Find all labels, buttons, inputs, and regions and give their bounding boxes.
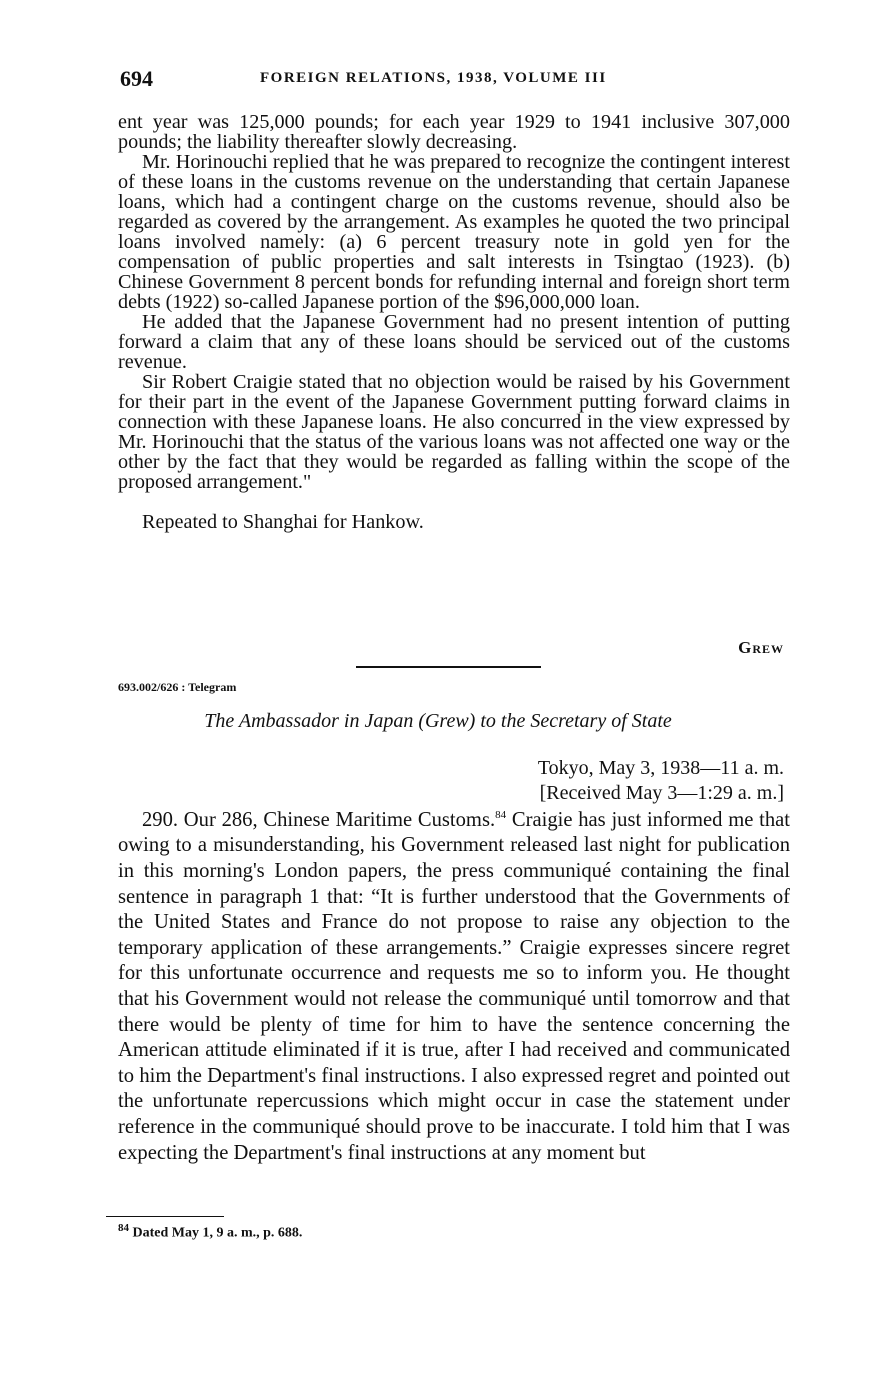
file-identifier: 693.002/626 : Telegram bbox=[118, 680, 237, 694]
footnote-marker: 84 bbox=[118, 1222, 129, 1234]
paragraph: Mr. Horinouchi replied that he was prepared to recognize the contingent interest of these loans in the customs revenue on the understanding that certain Japanese loans, which had a contingent charge on the customs revenue, should also be regarded as covered by the arrangement. As examples he quoted the two principal loans involved namely: (a) 6 percent treasury note in gold yen for the compensation of public properties and salt interests in Tsingtao (1923). (b) Chinese Government 8 percent bonds for refunding internal and foreign short term debts (1922) so-called Japanese portion of the $96,000,000 loan. bbox=[118, 151, 790, 313]
running-header bbox=[120, 66, 760, 96]
page-number: 694 bbox=[120, 66, 153, 91]
dateline-block bbox=[538, 756, 784, 806]
footnote bbox=[118, 1222, 302, 1242]
footnote-rule bbox=[106, 1216, 224, 1217]
signature: Grew bbox=[738, 638, 784, 657]
paragraph-opening: 290. Our 286, Chinese Maritime Customs. bbox=[142, 808, 496, 831]
running-title: FOREIGN RELATIONS, 1938, VOLUME III bbox=[260, 70, 607, 86]
paragraph: Repeated to Shanghai for Hankow. bbox=[142, 511, 424, 533]
paragraph: Sir Robert Craigie stated that no objection would be raised by his Government for their part in the event of the Japanese Government putting forward claims in connection with these Japanese loans. He also concurred in the view expressed by Mr. Horinouchi that the status of the various loans was not affected one way or the other by the fact that they would be regarded as falling within the scope of the proposed arrangement." bbox=[118, 371, 790, 493]
paragraph: He added that the Japanese Government had no present intention of putting forward a claim that any of these loans should be serviced out of the customs revenue. bbox=[118, 311, 790, 373]
paragraph-body: Craigie has just informed me that owing to a misunderstanding, his Government released last night for publication in this morning's London papers, the press communiqué containing the final sentence in paragraph 1 that: “It is further understood that the Governments of the United States and France do not propose to raise any objection to the temporary application of these arrangements.” Craigie expresses sincere regret for this unfortunate occurrence and requests me so to inform you. He thought that his Government would not release the communiqué until tomorrow and that there would be plenty of time for him to have the sentence concerning the American attitude eliminated if it is true, after I had received and communicated to him the Department's final instructions. I also expressed regret and pointed out the unfortunate repercussions which might occur in case the statement under reference in the communiqué should prove to be inaccurate. I told him that I was expecting the Department's final instructions at any moment but bbox=[118, 808, 790, 1164]
telegram-text bbox=[118, 803, 790, 1166]
section-divider bbox=[356, 666, 541, 668]
footnote-text: Dated May 1, 9 a. m., p. 688. bbox=[132, 1225, 303, 1241]
received-line: [Received May 3—1:29 a. m.] bbox=[539, 782, 784, 804]
document-title: The Ambassador in Japan (Grew) to the Secretary of State bbox=[204, 710, 672, 732]
paragraph: ent year was 125,000 pounds; for each year 1929 to 1941 inclusive 307,000 pounds; the liability thereafter slowly decreasing. bbox=[118, 111, 790, 153]
dateline: Tokyo, May 3, 1938—11 a. m. bbox=[537, 757, 784, 779]
continued-text bbox=[118, 112, 790, 532]
paragraph bbox=[118, 803, 790, 1166]
footnote-reference: 84 bbox=[495, 809, 507, 821]
